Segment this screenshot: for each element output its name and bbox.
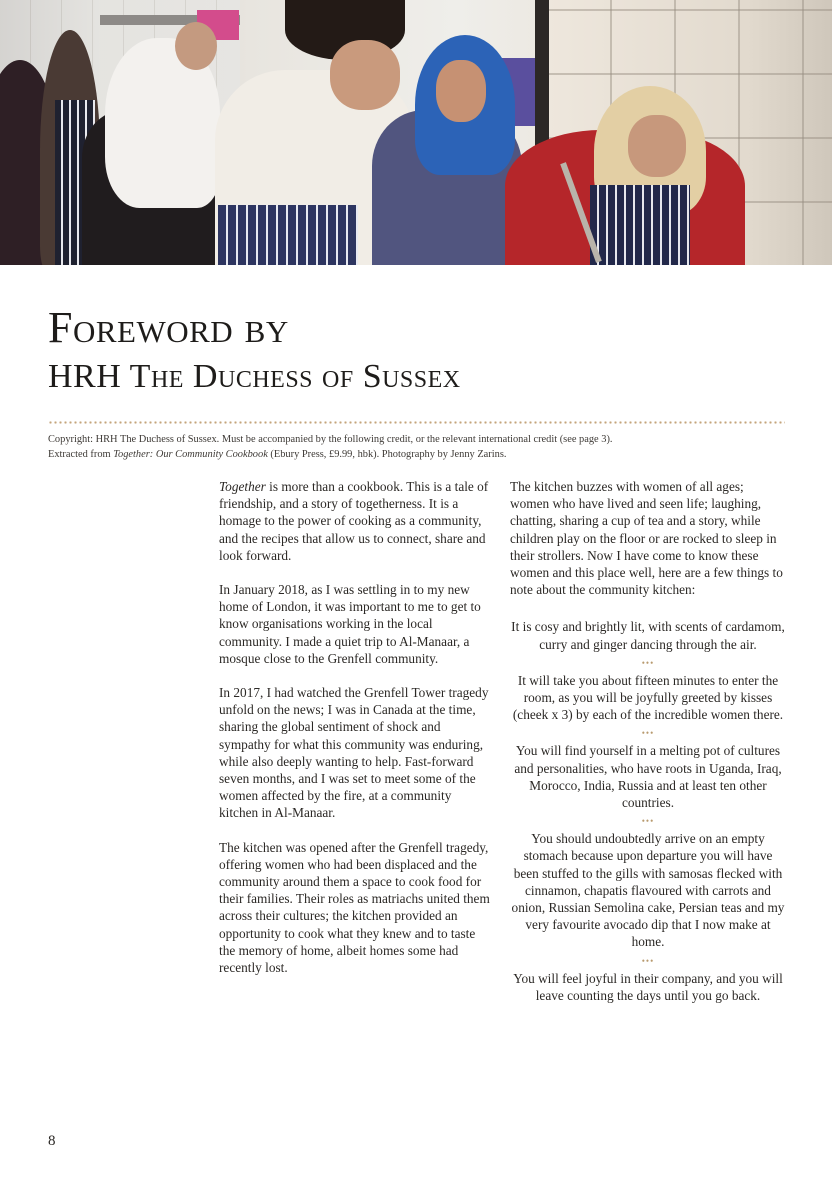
dots-separator: ••• [641,816,655,827]
dots-separator: ••• [641,728,655,739]
dots-separator: ••• [641,657,655,668]
note-item: You will find yourself in a melting pot of cultures and personalities, who have roots in Uganda, Iraq, Morocco, India, Russia and at least ten other countries. [514,743,782,811]
striped-apron [218,205,358,265]
note-item: You should undoubtedly arrive on an empty stomach because upon departure you will have been stuffed to the gills with samosas flecked with cinnamon, chapatis flavoured with carrots and onion, Russian Semolina cake, Persian teas and my very favourite avocado dip that I now make at home. [511,831,785,950]
paragraph [219,581,493,667]
paragraph-text: In 2017, I had watched the Grenfell Tower tragedy unfold on the news; I was in Canada at the time, sharing the global sentiment of shock and sympathy for what this community was enduring, while also deeply wanting to help. Fast-forward seven months, and I was set to meet some of the women affected by the fire, at a community kitchen in Al-Manaar. [219,685,489,821]
italic-lead: Together [219,479,266,494]
paragraph [219,478,493,564]
note-item: You will feel joyful in their company, and you will leave counting the days until you go back. [513,970,783,1003]
page-number: 8 [48,1133,56,1149]
credit-prefix: Extracted from [48,448,114,460]
page-title [48,305,461,397]
title-line-1: Foreword by [48,303,289,352]
paragraph-text: is more than a cookbook. This is a tale of friendship, and a story of togetherness. It is a homage to the power of cooking as a community, and the recipes that allow us to connect, share and look forward. [219,479,489,563]
credit-line-1: Copyright: HRH The Duchess of Sussex. Must be accompanied by the following credit, or the relevant international credit (see page 3). [48,434,613,445]
paragraph-text: The kitchen was opened after the Grenfell tragedy, offering women who had been displaced and the community around them a space to cook food for their families. Their roles as matriachs united them across their cultures; the kitchen provided an opportunity to cook what they knew and to taste the memory of home, albeit homes some had recently lost. [219,839,490,976]
woman-face [330,40,400,110]
hero-photo [0,0,832,265]
paragraph [219,839,493,977]
paragraph-text: In January 2018, as I was settling in to my new home of London, it was important to me to get to know organisations working in the local community. I made a quiet trip to Al-Manaar, a mosque close to the Grenfell community. [219,582,481,666]
person-background-head [175,22,217,70]
dots-separator: ••• [641,955,655,966]
note-item: It is cosy and brightly lit, with scents of cardamom, curry and ginger dancing through the air. [511,619,785,652]
note-item: It will take you about fifteen minutes to enter the room, as you will be joyfully greeted by kisses (cheek x 3) by each of the incredible women there. [512,672,784,723]
woman-face [436,60,486,122]
intro-paragraph: The kitchen buzzes with women of all ages; women who have lived and seen life; laughing, chatting, sharing a cup of tea and a story, while children play on the floor or are rocked to sleep in their strollers. Now I have come to know these women and this place well, here are a few things to note about the community kitchen: [510,479,783,598]
right-column [510,478,786,1004]
dotted-divider [48,421,785,424]
copyright-credit [48,433,808,462]
striped-apron [590,185,690,265]
title-line-2: HRH The Duchess of Sussex [48,358,461,395]
paragraph [219,684,493,822]
book-title: Together: Our Community Cookbook [113,448,268,460]
credit-line-2 [48,448,808,463]
left-column [219,478,493,993]
woman-face [628,115,686,177]
credit-suffix: (Ebury Press, £9.99, hbk). Photography by Jenny Zarins. [267,448,507,460]
